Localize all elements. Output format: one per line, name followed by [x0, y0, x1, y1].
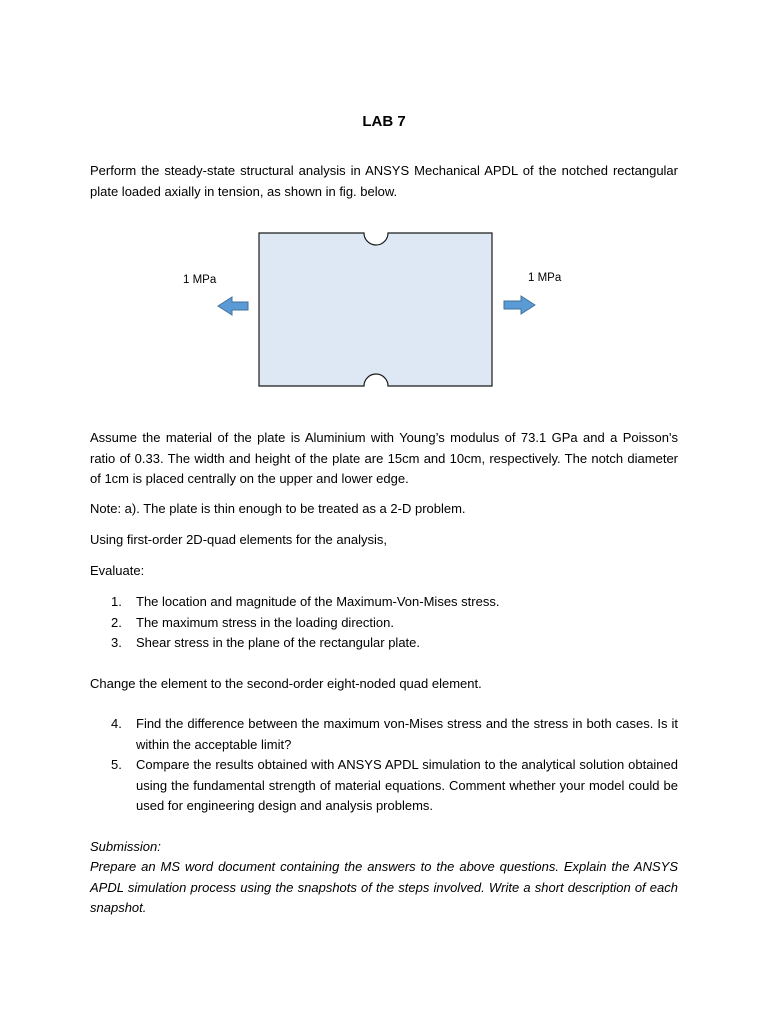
change-element-line: Change the element to the second-order eight-noded quad element.	[90, 676, 482, 691]
list-item-number: 4.	[111, 716, 122, 731]
left-load-arrow-icon	[218, 297, 248, 315]
evaluate-label: Evaluate:	[90, 563, 145, 578]
intro-paragraph: Perform the steady-state structural analysis in ANSYS Mechanical APDL of the notched rectangular plate loaded axially in tension, as shown in fig. below.	[90, 163, 678, 199]
submission-label: Submission:	[90, 839, 161, 854]
list-item	[90, 633, 678, 654]
list-item-number: 3.	[111, 635, 122, 650]
notched-plate	[259, 233, 492, 386]
right-load-arrow-icon	[504, 296, 535, 314]
elements-line: Using first-order 2D-quad elements for the analysis,	[90, 532, 387, 547]
material-paragraph: Assume the material of the plate is Aluminium with Young’s modulus of 73.1 GPa and a Poisson's ratio of 0.33. The width and height of the plate are 15cm and 10cm, respectively. The notch diameter of 1cm is placed centrally on the upper and lower edge.	[90, 430, 678, 486]
followup-list	[90, 714, 678, 817]
list-item	[90, 613, 678, 634]
list-item-number: 2.	[111, 614, 122, 630]
submission-text: Prepare an MS word document containing the answers to the above questions. Explain the ANSYS APDL simulation process using the snapshots of the steps involved. Write a short description of each snapshot.	[90, 859, 678, 915]
list-item	[90, 755, 678, 817]
list-item-number: 5.	[111, 757, 122, 772]
page-title: LAB 7	[362, 113, 406, 130]
notched-plate-figure	[0, 0, 768, 420]
list-item-text: Compare the results obtained with ANSYS APDL simulation to the analytical solution obtained using the fundamental strength of material equations. Comment whether your model could be used for engineering design and analysis problems.	[136, 757, 678, 813]
list-item	[90, 714, 678, 755]
left-load-label: 1 MPa	[183, 274, 217, 286]
list-item-number: 1.	[111, 594, 122, 609]
right-load-label: 1 MPa	[528, 272, 562, 284]
list-item-text: Find the difference between the maximum von-Mises stress and the stress in both cases. Is it within the acceptable limit?	[136, 716, 678, 752]
list-item-text: Shear stress in the plane of the rectangular plate.	[136, 635, 421, 650]
note-line: Note: a). The plate is thin enough to be treated as a 2-D problem.	[90, 501, 466, 516]
list-item	[90, 592, 678, 613]
list-item-text: The maximum stress in the loading direction.	[136, 614, 394, 630]
list-item-text: The location and magnitude of the Maximum-Von-Mises stress.	[136, 594, 500, 609]
evaluate-list	[90, 592, 678, 654]
